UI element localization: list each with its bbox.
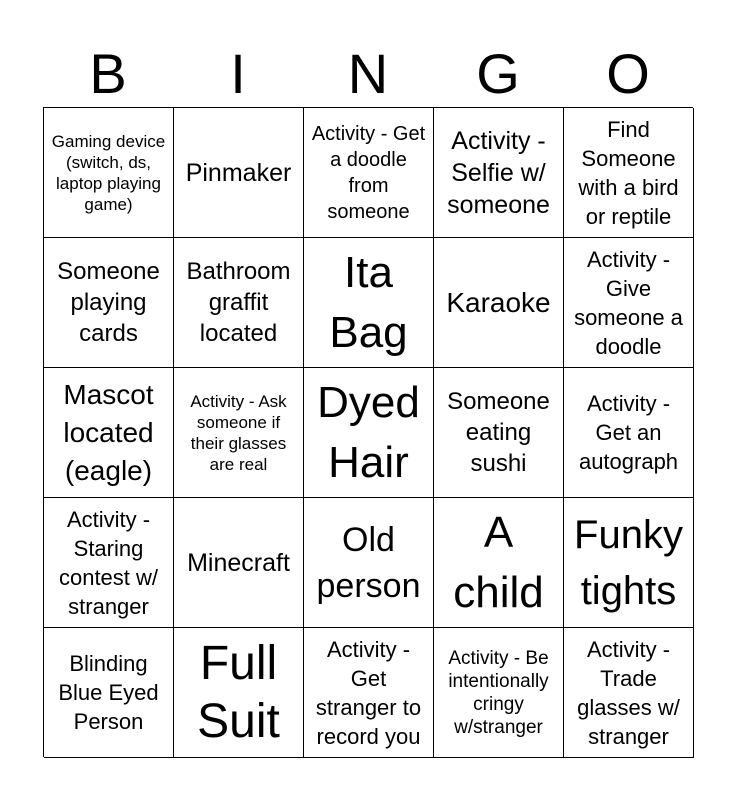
bingo-cell-text: Ita Bag [329, 247, 408, 357]
bingo-cell[interactable] [434, 238, 564, 368]
bingo-cell-text: Old person [316, 520, 421, 605]
bingo-cell[interactable] [564, 628, 694, 758]
bingo-header [43, 40, 693, 108]
header-letter-o: O [606, 42, 650, 105]
bingo-cell-text: Full Suit [197, 636, 280, 748]
bingo-cell-text: Someone eating sushi [447, 388, 550, 477]
bingo-cell-text: Someone playing cards [57, 258, 160, 347]
bingo-cell[interactable] [304, 498, 434, 628]
bingo-cell[interactable] [434, 368, 564, 498]
bingo-cell[interactable] [174, 498, 304, 628]
header-letter-b: B [89, 42, 127, 105]
bingo-cell-text: Activity - Get a doodle from someone [311, 122, 426, 223]
bingo-cell-text: Pinmaker [185, 158, 292, 187]
bingo-cell-text: Activity - Selfie w/ someone [447, 126, 550, 219]
bingo-cell[interactable] [434, 108, 564, 238]
bingo-cell-text: Activity - Be intentionally cringy w/stranger [448, 647, 549, 738]
bingo-cell-text: Bathroom graffit located [186, 258, 291, 347]
bingo-cell-text: Activity - Give someone a doodle [574, 246, 683, 359]
bingo-cell[interactable] [174, 368, 304, 498]
bingo-cell[interactable] [564, 498, 694, 628]
bingo-cell[interactable] [44, 368, 174, 498]
bingo-cell-text: Dyed Hair [317, 377, 420, 487]
bingo-cell-text: Activity - Get stranger to record you [315, 636, 422, 749]
bingo-cell-text: Activity - Staring contest w/ stranger [58, 506, 159, 619]
bingo-cell[interactable] [434, 628, 564, 758]
bingo-cell-text: Find Someone with a bird or reptile [578, 116, 679, 229]
bingo-cell-text: Funky tights [574, 512, 683, 613]
bingo-cell[interactable] [304, 108, 434, 238]
bingo-cell-text: Activity - Trade glasses w/ stranger [577, 636, 680, 749]
bingo-cell[interactable] [564, 368, 694, 498]
bingo-cell-text: Gaming device (switch, ds, laptop playing game) [51, 131, 166, 214]
bingo-cell-text: Activity - Get an autograph [578, 391, 679, 474]
bingo-cell[interactable] [44, 238, 174, 368]
bingo-cell-text: Mascot located (eagle) [63, 378, 154, 486]
bingo-cell[interactable] [44, 498, 174, 628]
bingo-cell-text: Activity - Ask someone if their glasses are real [190, 391, 287, 474]
header-letter-n: N [347, 42, 389, 105]
bingo-cell[interactable] [174, 238, 304, 368]
bingo-cell[interactable] [564, 238, 694, 368]
bingo-cell[interactable] [174, 108, 304, 238]
header-letter-i: I [230, 42, 246, 105]
bingo-cell[interactable] [304, 628, 434, 758]
bingo-cell-text: Minecraft [187, 548, 290, 577]
bingo-cell[interactable] [304, 238, 434, 368]
header-letter-g: G [476, 42, 520, 105]
bingo-cell[interactable] [174, 628, 304, 758]
bingo-cell-text: Karaoke [446, 286, 551, 318]
bingo-cell[interactable] [564, 108, 694, 238]
bingo-board [43, 107, 693, 757]
bingo-cell[interactable] [304, 368, 434, 498]
bingo-cell[interactable] [44, 108, 174, 238]
bingo-cell[interactable] [434, 498, 564, 628]
bingo-cell[interactable] [44, 628, 174, 758]
bingo-cell-text: A child [453, 507, 544, 617]
bingo-cell-text: Blinding Blue Eyed Person [58, 651, 159, 734]
